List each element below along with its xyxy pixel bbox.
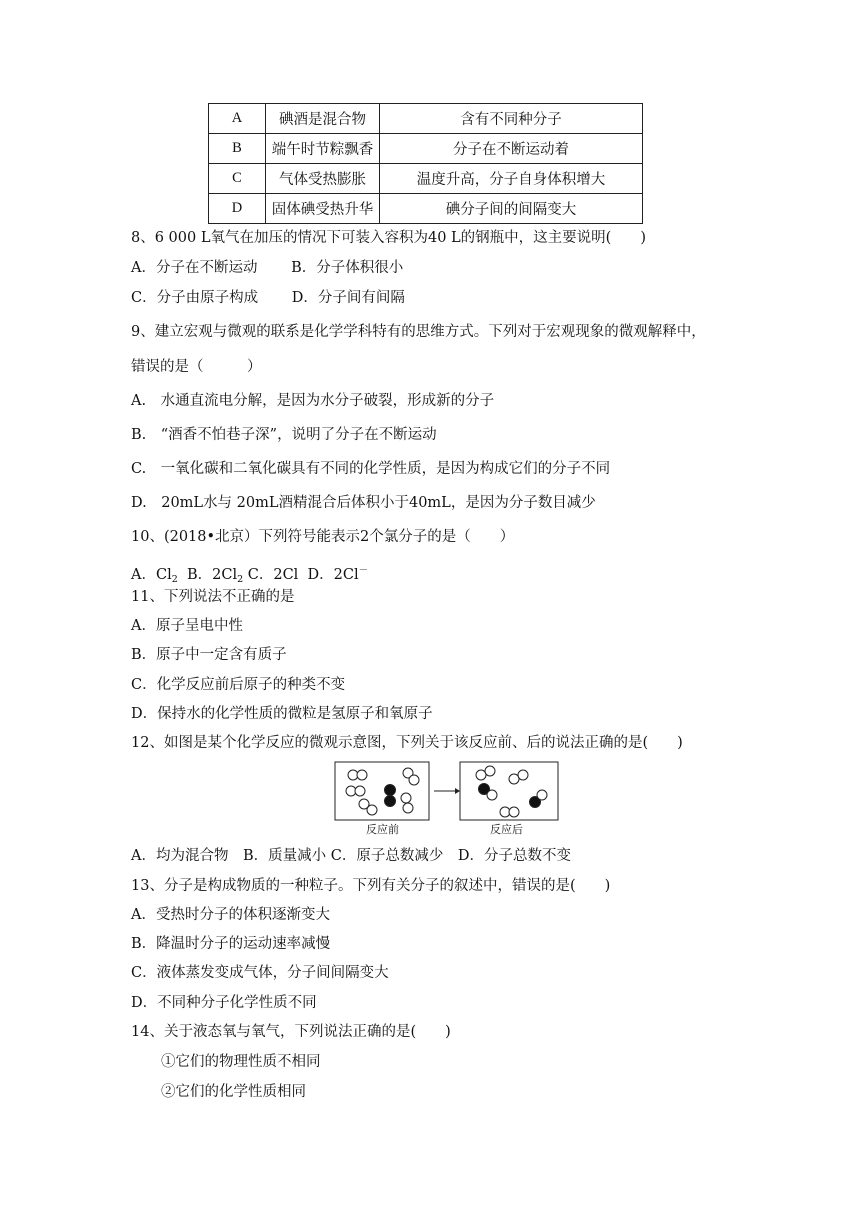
question-11-option-a: A．原子呈电中性: [131, 618, 243, 634]
question-13-stem: 13、分子是构成物质的一种粒子。下列有关分子的叙述中，错误的是( ): [131, 878, 611, 894]
option-a: A．$Cl_2$: [131, 567, 178, 585]
option-d: D．2Cl－: [307, 565, 369, 583]
question-9-option-b: B. “酒香不怕巷子深”，说明了分子在不断运动: [131, 427, 437, 443]
question-11-stem: 11、下列说法不正确的是: [131, 589, 295, 605]
options-table: [208, 103, 643, 224]
question-9-option-a: A. 水通直流电分解，是因为水分子破裂，形成新的分子: [131, 393, 495, 409]
question-11-option-d: D．保持水的化学性质的微粒是氢原子和氧原子: [131, 706, 433, 722]
question-11-option-c: C．化学反应前后原子的种类不变: [131, 677, 346, 693]
row-phenomenon: 固体碘受热升华: [266, 194, 380, 224]
label-after: 反应后: [490, 823, 523, 836]
option-b: B．$2Cl_2$: [186, 567, 244, 585]
question-12-stem: 12、如图是某个化学反应的微观示意图，下列关于该反应前、后的说法正确的是( ): [131, 735, 683, 751]
question-12-options: A．均为混合物 B．质量减小 C．原子总数减少 D．分子总数不变: [131, 848, 571, 864]
row-phenomenon: 气体受热膨胀: [266, 164, 380, 194]
question-13-option-b: B．降温时分子的运动速率减慢: [131, 936, 331, 952]
reaction-diagram: [334, 760, 562, 840]
question-9-stem: 9、建立宏观与微观的联系是化学学科特有的思维方式。下列对于宏观现象的微观解释中，: [131, 324, 706, 340]
option-c: C．2Cl: [247, 567, 299, 583]
question-9-stem-cont: 错误的是（ ）: [131, 359, 262, 375]
question-9-option-c: C. 一氧化碳和二氧化碳具有不同的化学性质，是因为构成它们的分子不同: [131, 461, 611, 477]
question-10-stem: 10、(2018•北京）下列符号能表示2个氯分子的是（ ）: [131, 529, 515, 545]
question-10-options: [131, 561, 368, 590]
row-explanation: 碘分子间的间隔变大: [380, 194, 643, 224]
row-letter: B: [209, 134, 266, 164]
question-13-option-c: C．液体蒸发变成气体，分子间间隔变大: [131, 965, 389, 981]
question-14-stem: 14、关于液态氧与氧气，下列说法正确的是( ): [131, 1024, 451, 1040]
row-phenomenon: 碘酒是混合物: [266, 104, 380, 134]
question-13-option-d: D．不同种分子化学性质不同: [131, 995, 317, 1011]
table-row: [209, 194, 643, 224]
row-explanation: 含有不同种分子: [380, 104, 643, 134]
label-before: 反应前: [366, 823, 399, 836]
row-letter: C: [209, 164, 266, 194]
question-14-statement-2: ②它们的化学性质相同: [161, 1084, 306, 1100]
question-8-stem: 8、6 000 L氧气在加压的情况下可装入容积为40 L的钢瓶中，这主要说明( ): [131, 230, 646, 246]
row-letter: A: [209, 104, 266, 134]
question-8-options-cd: C．分子由原子构成 D．分子间有间隔: [131, 290, 405, 306]
row-explanation: 温度升高，分子自身体积增大: [380, 164, 643, 194]
arrow-head: [455, 788, 460, 794]
row-phenomenon: 端午时节粽飘香: [266, 134, 380, 164]
table-row: [209, 164, 643, 194]
table-row: [209, 134, 643, 164]
question-9-option-d: D. 20mL水与 20mL酒精混合后体积小于40mL，是因为分子数目减少: [131, 495, 596, 511]
question-11-option-b: B．原子中一定含有质子: [131, 647, 287, 663]
row-explanation: 分子在不断运动着: [380, 134, 643, 164]
question-13-option-a: A．受热时分子的体积逐渐变大: [131, 907, 330, 923]
row-letter: D: [209, 194, 266, 224]
question-8-options-ab: A．分子在不断运动 B．分子体积很小: [131, 260, 404, 276]
question-14-statement-1: ①它们的物理性质不相同: [161, 1054, 321, 1070]
table-row: [209, 104, 643, 134]
